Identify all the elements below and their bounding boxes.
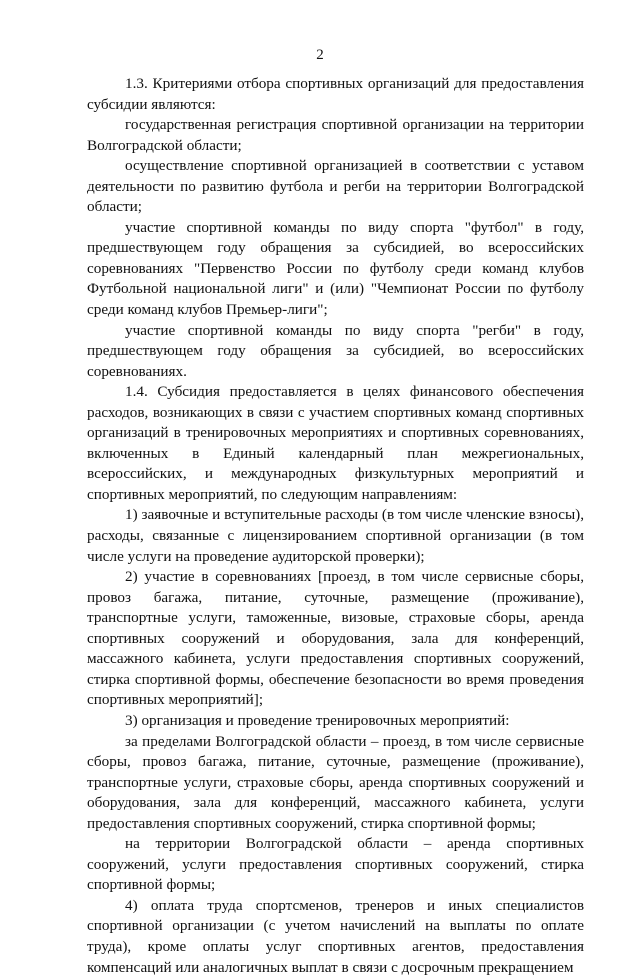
document-body [87,74,584,978]
paragraph-charter-activity: осуществление спортивной организацией в соответствии с уставом деятельности по развитию футбола и регби на территории Волгоградской области; [87,157,584,216]
page-number: 2 [316,47,324,63]
paragraph-1-3-criteria: 1.3. Критериями отбора спортивных организаций для предоставления субсидии являются: [87,75,584,113]
paragraph-item-4-labor-pay: 4) оплата труда спортсменов, тренеров и иных специалистов спортивной организации (с учетом начислений на выплаты по оплате труда), кроме оплаты услуг спортивных агентов, предоставления компенсаций или аналогичных выплат в связи с досрочным прекращением [87,896,584,976]
paragraph-item-3-training: 3) организация и проведение тренировочных мероприятий: [125,711,510,729]
paragraph-inside-region: на территории Волгоградской области – аренда спортивных сооружений, услуги предоставления спортивных сооружений, стирка спортивной формы; [87,835,584,894]
paragraph-rugby-participation: участие спортивной команды по виду спорта "регби" в году, предшествующем году обращения за субсидией, во всероссийских соревнованиях. [87,321,584,380]
paragraph-football-participation: участие спортивной команды по виду спорта "футбол" в году, предшествующем году обращения за субсидией, во всероссийских соревнованиях "Первенство России по футболу среди команд клубов Футбольной национальной лиги" и (или) "Чемпионат России по футболу среди команд клубов Премьер-лиги"; [87,218,584,319]
paragraph-state-registration: государственная регистрация спортивной организации на территории Волгоградской области; [87,116,584,154]
paragraph-item-1-entry-fees: 1) заявочные и вступительные расходы (в том числе членские взносы), расходы, связанные с лицензированием спортивной организации (в том числе услуги на проведение аудиторской проверки); [87,506,584,565]
paragraph-item-2-competitions: 2) участие в соревнованиях [проезд, в том числе сервисные сборы, провоз багажа, питание, суточные, размещение (проживание), транспортные услуги, таможенные, визовые, страховые сборы, аренда спортивных сооружений и оборудования, зала для конференций, массажного кабинета, услуги предоставления спортивных сооружений, стирка спортивной формы, обеспечение безопасности во время проведения спортивных мероприятий]; [87,568,584,709]
paragraph-outside-region: за пределами Волгоградской области – проезд, в том числе сервисные сборы, провоз багажа, питание, суточные, размещение (проживание), транспортные услуги, страховые сборы, аренда спортивных сооружений и оборудования, зала для конференций, массажного кабинета, услуги предоставления спортивных сооружений, стирка спортивной формы; [87,732,584,832]
paragraph-1-4-subsidy-purpose: 1.4. Субсидия предоставляется в целях финансового обеспечения расходов, возникающих в связи с участием спортивных команд спортивных организаций в тренировочных мероприятиях и спортивных соревнованиях, включенных в Единый календарный план межрегиональных, всероссийских, и международных физкультурных мероприятий и спортивных мероприятий, по следующим направлениям: [87,383,584,503]
